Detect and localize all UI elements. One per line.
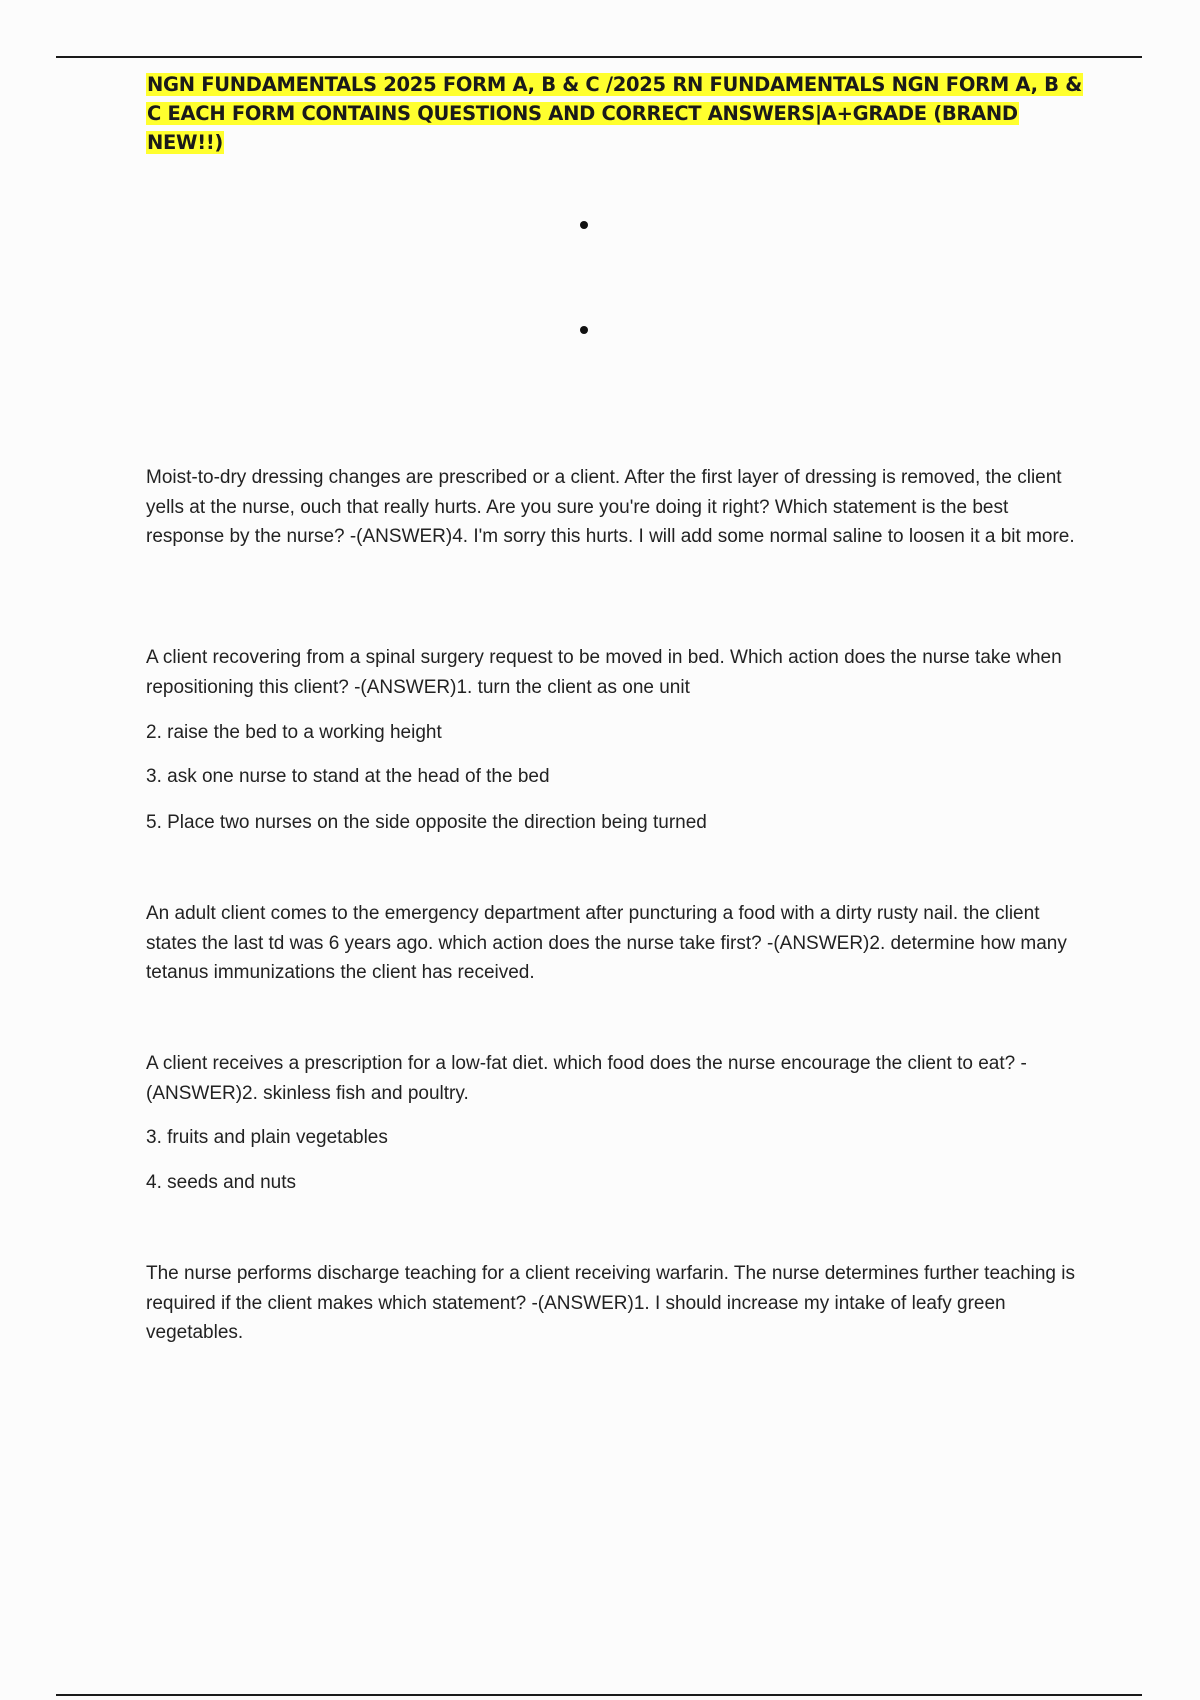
document-title <box>146 70 1086 157</box>
question-2-item-1: 2. raise the bed to a working height <box>146 722 442 743</box>
question-3: An adult client comes to the emergency department after puncturing a food with a dirty rusty nail. the client states the last td was 6 years ago. which action does the nurse take first? -(ANSWER)2. determine how many tetanus immunizations the client has received. <box>146 903 1067 983</box>
question-4: A client receives a prescription for a low-fat diet. which food does the nurse encourage the client to eat? -(ANSWER)2. skinless fish and poultry. <box>146 1053 1027 1104</box>
question-2-item-2: 3. ask one nurse to stand at the head of the bed <box>146 766 550 787</box>
question-2-item-3: 5. Place two nurses on the side opposite the direction being turned <box>146 812 707 833</box>
question-5: The nurse performs discharge teaching for a client receiving warfarin. The nurse determines further teaching is required if the client makes which statement? -(ANSWER)1. I should increase my intake of leafy green vegetables. <box>146 1263 1075 1343</box>
bullet-1 <box>580 221 588 229</box>
question-1: Moist-to-dry dressing changes are prescribed or a client. After the first layer of dressing is removed, the client yells at the nurse, ouch that really hurts. Are you sure you're doing it right? Which statement is the best response by the nurse? -(ANSWER)4. I'm sorry this hurts. I will add some normal saline to loosen it a bit more. <box>146 467 1075 547</box>
top-rule <box>56 56 1142 58</box>
question-4-item-2: 4. seeds and nuts <box>146 1172 296 1193</box>
bullet-2 <box>580 326 588 334</box>
question-4-item-1: 3. fruits and plain vegetables <box>146 1127 388 1148</box>
question-2: A client recovering from a spinal surgery request to be moved in bed. Which action does the nurse take when repositioning this client? -(ANSWER)1. turn the client as one unit <box>146 647 1062 698</box>
title-highlight: NGN FUNDAMENTALS 2025 FORM A, B & C /2025 RN FUNDAMENTALS NGN FORM A, B & C EACH FORM CONTAINS QUESTIONS AND CORRECT ANSWERS|A+GRADE (BRAND NEW!!) <box>147 73 1082 154</box>
bottom-rule <box>56 1694 1142 1696</box>
